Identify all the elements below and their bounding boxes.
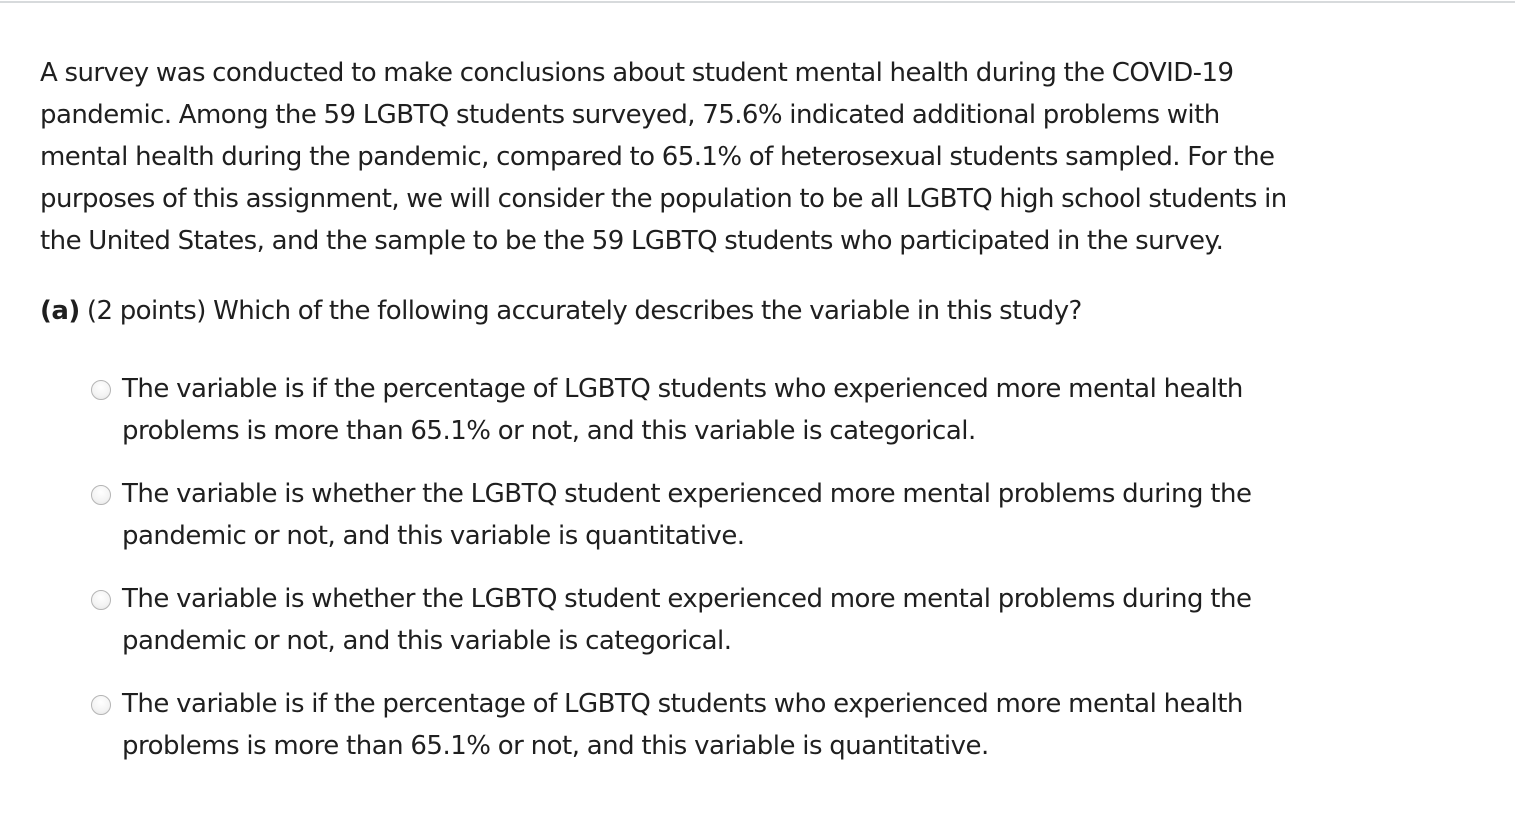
- points-label: (2 points): [86, 296, 206, 326]
- radio-button[interactable]: [91, 695, 111, 715]
- quiz-question: [40, 52, 1490, 788]
- radio-button[interactable]: [91, 590, 111, 610]
- radio-button[interactable]: [91, 380, 111, 400]
- radio-button[interactable]: [91, 485, 111, 505]
- answer-label[interactable]: The variable is whether the LGBTQ student experienced more mental problems during the pandemic or not, and this variable is categorical.: [122, 584, 1252, 656]
- answer-option[interactable]: [40, 473, 1490, 557]
- answer-option[interactable]: [40, 683, 1490, 767]
- part-label: (a): [40, 296, 80, 326]
- answer-label[interactable]: The variable is if the percentage of LGBTQ students who experienced more mental health problems is more than 65.1% or not, and this variable is quantitative.: [122, 689, 1243, 761]
- sub-question: [40, 290, 1490, 332]
- question-stem: A survey was conducted to make conclusions about student mental health during the COVID-19 pandemic. Among the 59 LGBTQ students surveyed, 75.6% indicated additional problems with mental health during the pandemic, compared to 65.1% of heterosexual students sampled. For the purposes of this assignment, we will consider the population to be all LGBTQ high school students in the United States, and the sample to be the 59 LGBTQ students who participated in the survey.: [40, 58, 1287, 256]
- answer-option[interactable]: [40, 368, 1490, 452]
- answer-label[interactable]: The variable is whether the LGBTQ student experienced more mental problems during the pandemic or not, and this variable is quantitative.: [122, 479, 1252, 551]
- answer-list: [40, 368, 1490, 767]
- answer-label[interactable]: The variable is if the percentage of LGBTQ students who experienced more mental health problems is more than 65.1% or not, and this variable is categorical.: [122, 374, 1243, 446]
- top-divider: [0, 1, 1515, 3]
- question-prompt: Which of the following accurately describes the variable in this study?: [213, 296, 1082, 326]
- answer-option[interactable]: [40, 578, 1490, 662]
